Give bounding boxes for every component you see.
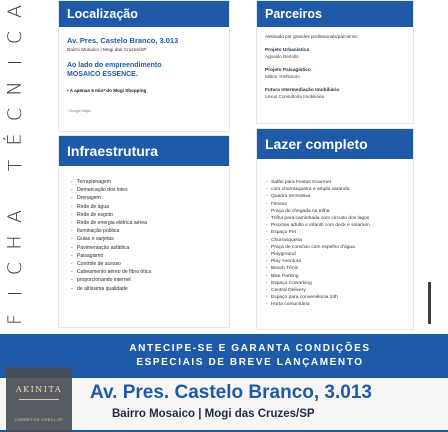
lazer-item: - Espaço para conveniência 24h xyxy=(271,294,413,301)
partner-name: Lexus Consultoria Imobiliária xyxy=(265,94,324,99)
infraestrutura-item: - Paisagismo xyxy=(77,252,229,260)
lazer-item: - Espaço Pet xyxy=(271,229,413,236)
partner-role: Projeto Paisagístico xyxy=(265,68,311,73)
localizacao-highlight xyxy=(67,61,221,79)
infraestrutura-item: - Drenagem xyxy=(77,194,229,202)
vertical-title-letter: I xyxy=(3,59,26,66)
localizacao-highlight-line2: MOSAICO ESSENCE. xyxy=(67,71,138,78)
partner-role: Futura Intermediação Imobiliária xyxy=(265,88,340,93)
infraestrutura-item: - Pavimentação asfáltica xyxy=(77,244,229,252)
lazer-item: - Bike Parking xyxy=(271,273,413,280)
partner-entry xyxy=(265,48,405,59)
localizacao-heading: Localização xyxy=(59,1,229,27)
localizacao-highlight-line1: Ao lado do empreendimento xyxy=(67,62,162,69)
vertical-title-letter: A xyxy=(4,209,26,224)
lazer-item: - Praça de chegada na trilha xyxy=(271,208,413,215)
lazer-item: - Horta comunitária xyxy=(271,301,413,308)
akinita-logo xyxy=(6,367,72,432)
infraestrutura-item: - Rede de energia elétrica aérea xyxy=(77,219,229,227)
vertical-title-letter: C xyxy=(4,106,26,121)
partner-role: Projeto Urbanístico xyxy=(265,48,310,53)
infraestrutura-item: - Rede de água xyxy=(77,203,229,211)
lazer-item: - Salão para Festas Gourmet xyxy=(271,179,413,186)
scrollbar[interactable] xyxy=(428,282,431,324)
partner-entry xyxy=(265,88,405,99)
parceiros-intro: Assinado por grandes profissionais/parceiros: xyxy=(265,34,358,39)
infraestrutura-item: - Rede de esgoto xyxy=(77,211,229,219)
partner-name: Agnaldo Bertollo xyxy=(265,54,299,59)
vertical-title-letter: N xyxy=(4,80,26,96)
banner-neighborhood: Bairro Mosaico | Mogi das Cruzes/SP xyxy=(112,408,315,420)
logo-name: AKINITA xyxy=(15,385,63,394)
infraestrutura-item: - Demarcação dos lotes xyxy=(77,186,229,194)
infraestrutura-item: - de altíssima qualidade xyxy=(77,285,229,293)
vertical-title-letter: H xyxy=(3,234,26,250)
lazer-item: - Espaço Coworking xyxy=(271,280,413,287)
parceiros-list xyxy=(265,48,405,99)
ficha-tecnica-vertical-title xyxy=(4,0,26,330)
banner-address: Av. Pres. Castelo Branco, 3.013 xyxy=(90,382,372,403)
lazer-item: - Beach Tênis xyxy=(271,265,413,272)
infraestrutura-list xyxy=(59,166,229,293)
promo-banner xyxy=(0,334,448,432)
infraestrutura-item: - proporcionando internet xyxy=(77,276,229,284)
lazer-item: - com churrasqueira e ampla varanda xyxy=(271,186,413,193)
parceiros-card xyxy=(256,0,414,124)
vertical-title-letter: A xyxy=(4,4,26,18)
banner-headline-line1: ANTECIPE-SE E GARANTA CONDIÇÕES xyxy=(129,343,371,354)
partner-name: Milton Yoshimoto xyxy=(265,74,300,79)
vertical-title-letter: C xyxy=(4,260,26,275)
infraestrutura-heading: Infraestrutura xyxy=(59,136,229,166)
vertical-title-letter: É xyxy=(3,132,26,146)
lazer-item: - Play Aventura xyxy=(271,258,413,265)
infraestrutura-item: - Controle de acesso xyxy=(77,260,229,268)
lazer-item: - Piscinas adulto e infantil com deck e solarium xyxy=(271,222,413,229)
lazer-card xyxy=(256,128,414,330)
lazer-item: - Fitness xyxy=(271,201,413,208)
lazer-heading: Lazer completo xyxy=(257,129,413,159)
localizacao-source: * Google Maps xyxy=(67,109,91,113)
vertical-title-letter: T xyxy=(3,158,26,172)
vertical-title-letter: F xyxy=(4,312,26,325)
lazer-list xyxy=(257,159,413,309)
localizacao-card xyxy=(58,0,230,132)
infraestrutura-card xyxy=(58,135,230,328)
lazer-item: - Churrasqueira xyxy=(271,237,413,244)
lazer-item: - Central Delivery xyxy=(271,287,413,294)
lazer-item: - Trilha para caminhada com circuito dos lagos xyxy=(271,215,413,222)
lazer-item: - Praça de convívio com espelho d'água xyxy=(271,244,413,251)
partner-entry xyxy=(265,68,405,79)
lazer-item: - Quadra recreativa xyxy=(271,193,413,200)
infraestrutura-item: - Cabeamento aéreo de fibra ótica xyxy=(77,268,229,276)
localizacao-note: • A apenas 5 min* do Mogi Shopping xyxy=(67,88,221,93)
localizacao-neighborhood: Bairro Mosaico | Mogi das Cruzes/SP xyxy=(67,48,147,53)
vertical-title-letter: I xyxy=(3,289,26,297)
logo-tagline: CORRETOR CRECI-SP xyxy=(14,418,64,422)
parceiros-heading: Parceiros xyxy=(257,1,413,27)
logo-rule xyxy=(19,399,59,400)
lazer-item: - Playground xyxy=(271,251,413,258)
infraestrutura-item: - Guias e sarjetas xyxy=(77,235,229,243)
banner-headline-line2: ESPECIAIS DE BREVE LANÇAMENTO xyxy=(136,357,364,368)
vertical-title-letter: C xyxy=(4,29,26,44)
infraestrutura-item: - Terraplenagem xyxy=(77,178,229,186)
infraestrutura-item: - Iluminação pública xyxy=(77,227,229,235)
localizacao-address: Av. Pres. Castelo Branco, 3.013 xyxy=(67,36,179,45)
